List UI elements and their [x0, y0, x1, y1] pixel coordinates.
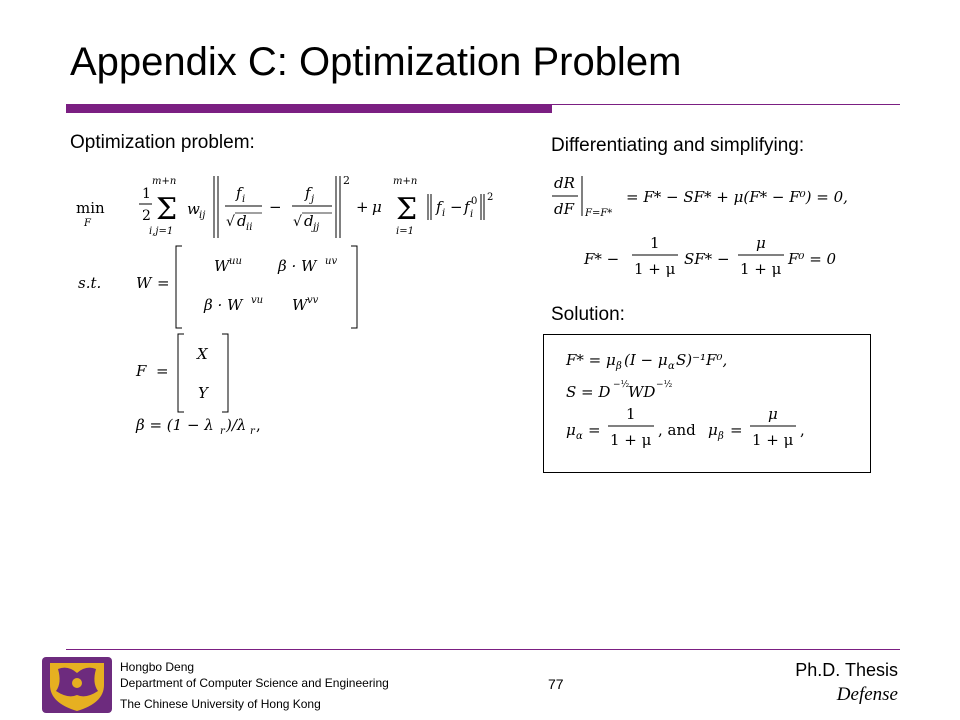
svg-text:vv: vv [307, 295, 319, 306]
footer-rule [66, 649, 900, 650]
svg-text:F* = μ: F* = μ [566, 351, 616, 369]
svg-text:2: 2 [142, 208, 151, 224]
svg-text:β = (1 − λ: β = (1 − λ [136, 416, 214, 434]
svg-text:S)⁻¹F⁰,: S)⁻¹F⁰, [676, 351, 728, 369]
defense-label: Defense [836, 684, 898, 705]
svg-text:√: √ [293, 214, 302, 230]
differentiating-label: Differentiating and simplifying: [551, 135, 805, 156]
svg-text:, and: , and [658, 421, 696, 439]
svg-text:=: = [588, 421, 601, 439]
svg-text:m+n: m+n [152, 176, 177, 187]
svg-text:m+n: m+n [393, 176, 418, 187]
svg-text:1: 1 [142, 186, 151, 202]
svg-text:i: i [242, 194, 246, 205]
svg-text:jj: jj [313, 222, 320, 233]
svg-text:W: W [136, 274, 152, 292]
svg-text:β: β [718, 431, 724, 442]
svg-text:F=F*: F=F* [585, 208, 613, 219]
svg-text:1: 1 [626, 405, 636, 423]
svg-text:1 + μ: 1 + μ [634, 260, 676, 278]
svg-text:j: j [311, 194, 315, 205]
footer-department: Department of Computer Science and Engineering [120, 676, 389, 690]
svg-text:s.t.: s.t. [78, 274, 102, 292]
svg-text:i: i [442, 208, 446, 219]
svg-text:0: 0 [471, 196, 478, 207]
svg-text:,: , [800, 421, 805, 439]
svg-text:−½: −½ [613, 380, 630, 390]
title-underline-thick [66, 104, 552, 113]
optimization-formulas [70, 168, 520, 440]
footer-author: Hongbo Deng [120, 660, 195, 674]
svg-text:−: − [450, 198, 463, 216]
svg-text:+: + [356, 198, 369, 216]
min-operator: min [76, 199, 105, 217]
svg-text:X: X [197, 345, 208, 363]
svg-text:i: i [470, 209, 474, 220]
svg-text:Y: Y [198, 384, 208, 402]
page-number: 77 [548, 676, 564, 692]
svg-text:1 + μ: 1 + μ [740, 260, 782, 278]
svg-text:f: f [436, 198, 442, 216]
svg-text:1 + μ: 1 + μ [610, 431, 652, 449]
svg-text:= F* − SF* + μ(F* − F⁰) = 0,: = F* − SF* + μ(F* − F⁰) = 0, [626, 188, 848, 206]
svg-text:ii: ii [246, 222, 253, 233]
svg-text:vu: vu [251, 295, 264, 306]
svg-text:F⁰ = 0: F⁰ = 0 [788, 250, 837, 268]
svg-text:β: β [616, 361, 622, 372]
svg-text:f: f [236, 184, 242, 202]
svg-text:1: 1 [650, 234, 660, 252]
svg-text:1 + μ: 1 + μ [752, 431, 794, 449]
svg-text:r: r [250, 426, 255, 437]
svg-text:i=1: i=1 [396, 226, 414, 237]
svg-text:SF* −: SF* − [684, 250, 730, 268]
thesis-label: Ph.D. Thesis [795, 660, 898, 680]
svg-text:2: 2 [343, 174, 350, 187]
svg-text:r: r [220, 426, 225, 437]
differentiating-formulas [548, 170, 900, 282]
svg-text:ij: ij [199, 210, 206, 221]
svg-text:d: d [304, 212, 314, 230]
svg-text:i,j=1: i,j=1 [149, 226, 174, 237]
svg-text:dR: dR [554, 174, 575, 192]
svg-text:WD: WD [628, 383, 656, 401]
svg-text:−½: −½ [656, 380, 673, 390]
svg-text:μ: μ [768, 405, 778, 423]
svg-text:uu: uu [229, 256, 242, 267]
svg-text:β · W: β · W [278, 257, 317, 275]
footer-university: The Chinese University of Hong Kong [120, 697, 321, 711]
svg-text:β · W: β · W [204, 296, 243, 314]
svg-text:F* −: F* − [584, 250, 620, 268]
svg-text:,: , [256, 416, 261, 434]
svg-text:f: f [464, 198, 470, 216]
svg-text:α: α [668, 361, 675, 372]
svg-text:W: W [214, 257, 230, 275]
svg-text:α: α [576, 431, 583, 442]
svg-text:(I − μ: (I − μ [624, 351, 668, 369]
svg-text:uv: uv [325, 256, 338, 267]
svg-text:W: W [292, 296, 308, 314]
svg-text:=: = [730, 421, 743, 439]
svg-text:√: √ [226, 214, 235, 230]
slide-title: Appendix C: Optimization Problem [70, 40, 682, 84]
solution-box [543, 334, 871, 473]
svg-text:d: d [237, 212, 247, 230]
solution-formulas [544, 335, 870, 472]
svg-text:=: = [157, 274, 170, 292]
optimization-problem-label: Optimization problem: [70, 132, 255, 153]
svg-text:S = D: S = D [566, 383, 611, 401]
svg-text:2: 2 [487, 192, 494, 203]
solution-label: Solution: [551, 304, 625, 325]
svg-text:μ: μ [756, 234, 766, 252]
svg-text:Σ: Σ [396, 192, 418, 227]
svg-text:−: − [269, 198, 282, 216]
svg-text:Σ: Σ [156, 192, 178, 227]
svg-text:F: F [136, 362, 147, 380]
svg-text:μ: μ [566, 421, 576, 439]
svg-text:f: f [305, 184, 311, 202]
title-underline-thin [552, 104, 900, 105]
svg-text:F: F [84, 218, 91, 229]
svg-text:=: = [156, 362, 169, 380]
cuhk-logo [40, 655, 114, 715]
svg-text:dF: dF [554, 200, 575, 218]
svg-text:μ: μ [708, 421, 718, 439]
svg-text:)/λ: )/λ [226, 416, 247, 434]
svg-text:μ: μ [372, 198, 382, 216]
svg-text:w: w [187, 200, 200, 218]
